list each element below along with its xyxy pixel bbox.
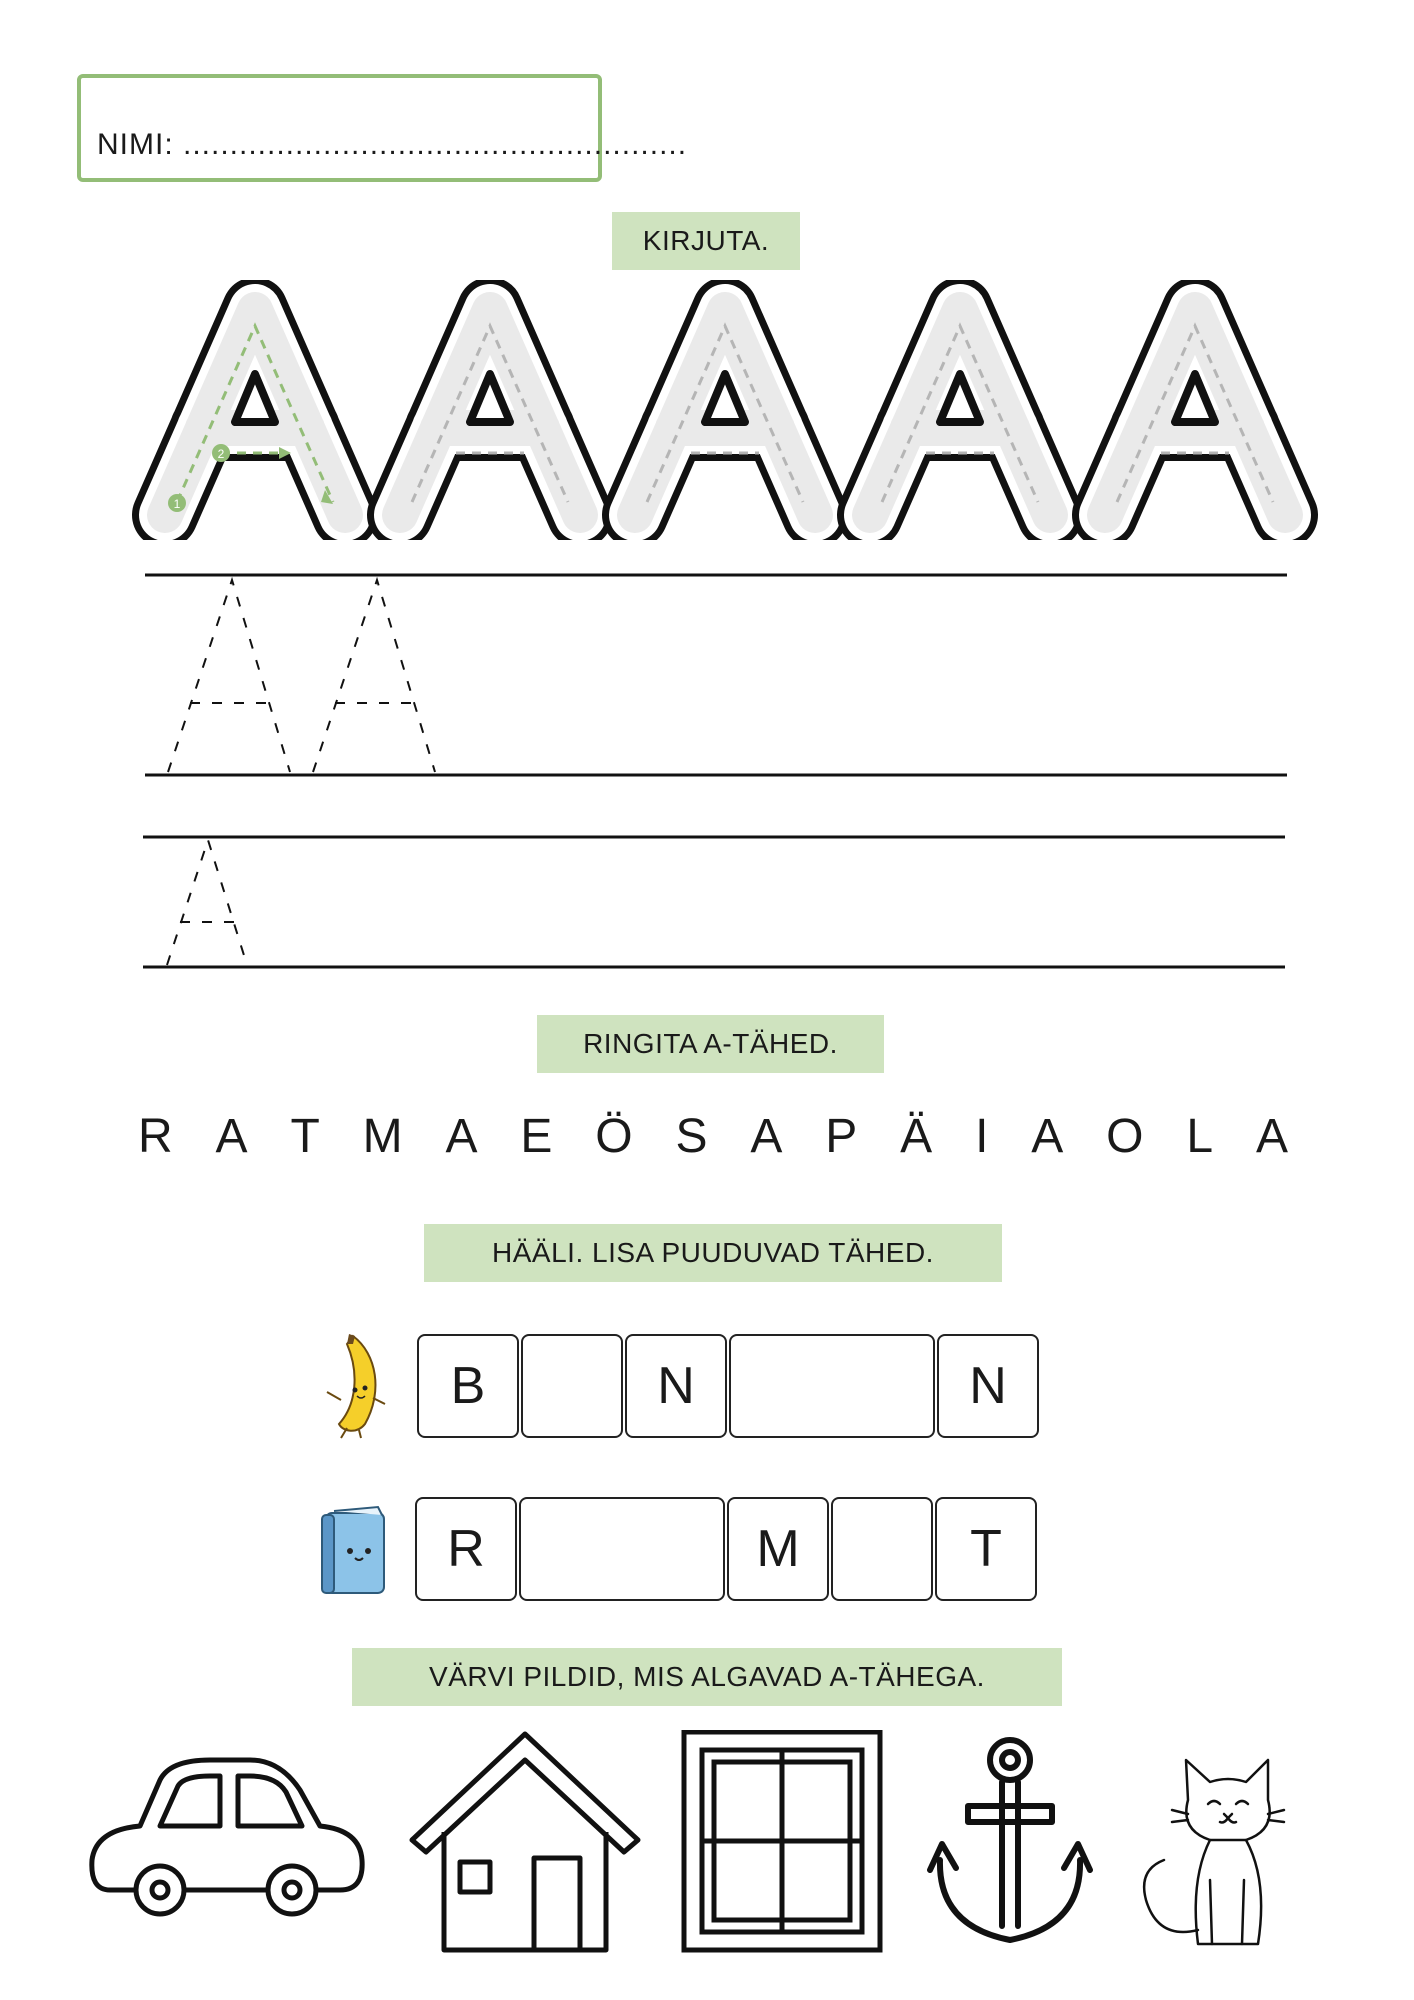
letter-item[interactable]: A xyxy=(445,1109,478,1163)
letter-item[interactable]: O xyxy=(1106,1109,1144,1163)
car-icon xyxy=(92,1760,362,1914)
letter-cell[interactable]: T xyxy=(935,1497,1037,1601)
big-letter-a-5 xyxy=(1105,310,1285,515)
letter-cell[interactable] xyxy=(521,1334,623,1438)
letter-item[interactable]: Ö xyxy=(595,1109,633,1163)
letter-item[interactable]: P xyxy=(825,1109,858,1163)
letter-item[interactable]: A xyxy=(1031,1109,1064,1163)
letter-sequence xyxy=(138,1106,1288,1166)
tracing-letters xyxy=(0,280,1414,540)
letter-cell[interactable]: M xyxy=(727,1497,829,1601)
letter-cell[interactable] xyxy=(831,1497,933,1601)
dashed-a-3 xyxy=(167,840,247,965)
big-letter-a-1 xyxy=(165,310,345,515)
letter-item[interactable]: M xyxy=(362,1109,403,1163)
name-label: NIMI: ...................................................... xyxy=(97,128,688,161)
word-row-banana xyxy=(417,1334,1041,1438)
window-icon xyxy=(684,1732,880,1950)
word-row-book xyxy=(415,1497,1039,1601)
letter-item[interactable]: A xyxy=(750,1109,783,1163)
letter-item[interactable]: A xyxy=(215,1109,248,1163)
anchor-icon xyxy=(930,1740,1090,1940)
step-number-2: 2 xyxy=(217,447,225,461)
letter-cell[interactable] xyxy=(519,1497,725,1601)
letter-item[interactable]: A xyxy=(1255,1109,1288,1163)
letter-item[interactable]: R xyxy=(138,1109,173,1163)
letter-item[interactable]: I xyxy=(975,1109,989,1163)
letter-item[interactable]: L xyxy=(1186,1109,1214,1163)
letter-cell[interactable]: N xyxy=(937,1334,1039,1438)
task-circle-label: RINGITA A-TÄHED. xyxy=(537,1015,884,1073)
dashed-a-1 xyxy=(168,580,290,772)
big-letter-a-3 xyxy=(635,310,815,515)
task-spell-label: HÄÄLI. LISA PUUDUVAD TÄHED. xyxy=(424,1224,1002,1282)
letter-cell[interactable]: N xyxy=(625,1334,727,1438)
task-color-label: VÄRVI PILDID, MIS ALGAVAD A-TÄHEGA. xyxy=(352,1648,1062,1706)
letter-item[interactable]: Ä xyxy=(900,1109,933,1163)
step-number-1: 1 xyxy=(173,497,181,511)
pictures-row xyxy=(80,1730,1340,1960)
cat-icon xyxy=(1144,1760,1284,1944)
big-letter-a-2 xyxy=(400,310,580,515)
letter-cell[interactable]: R xyxy=(415,1497,517,1601)
letter-cell[interactable]: B xyxy=(417,1334,519,1438)
book-icon xyxy=(318,1503,394,1599)
writing-lines xyxy=(0,560,1414,980)
letter-item[interactable]: T xyxy=(290,1109,320,1163)
task-write-label: KIRJUTA. xyxy=(612,212,800,270)
letter-cell[interactable] xyxy=(729,1334,935,1438)
name-box[interactable] xyxy=(77,74,688,182)
letter-item[interactable]: E xyxy=(520,1109,553,1163)
house-icon xyxy=(412,1734,638,1950)
banana-icon xyxy=(313,1330,393,1440)
big-letter-a-4 xyxy=(870,310,1050,515)
dashed-a-2 xyxy=(313,580,435,772)
letter-item[interactable]: S xyxy=(675,1109,708,1163)
